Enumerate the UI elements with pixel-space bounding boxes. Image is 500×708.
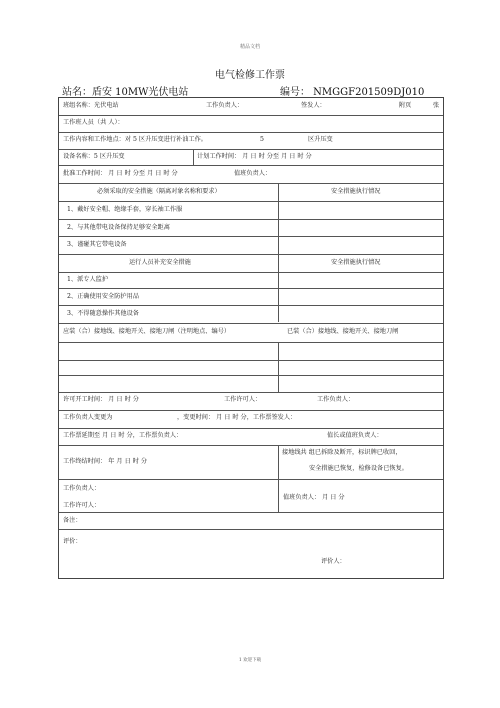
permitter-label: 工作许可人：: [224, 396, 262, 403]
page-footer: 1 欢迎下载: [238, 658, 262, 663]
planned-work-time: 计划工作时间： 月 日 时 分至 月 日 时 分: [197, 153, 312, 160]
supplement-header-right: 安全措施执行情况: [331, 259, 381, 266]
end-note-restored: 安全措施已恢复，检修设备已恢复。: [309, 465, 408, 472]
row-divider: [59, 375, 443, 376]
area-suffix: 区升压变: [308, 136, 333, 143]
approved-work-time: 批准工作时间： 月 日 时 分至 月 日 时 分: [63, 170, 178, 177]
end-leader-label: 工作负责人：: [63, 485, 101, 492]
work-ticket-form: [58, 97, 444, 579]
grounding-installed: 已装（合）接地线、接地开关、接地刀闸: [287, 328, 399, 335]
ticket-number: 编号： NMGGF201509DJ010: [280, 87, 425, 98]
row-divider: [59, 272, 443, 273]
station-info-line: [62, 83, 452, 97]
row-divider: [59, 201, 443, 202]
area-number: 5: [260, 136, 264, 143]
extension-label: 工作票延期至 月 日 时 分，工作票负责人：: [63, 432, 183, 439]
document-title: 电气检修工作票: [215, 70, 285, 81]
leader-change-label: 工作负责人变更为: [63, 414, 113, 421]
col-divider: [278, 183, 279, 322]
attached-pages-label: 附页: [399, 102, 412, 109]
safety-item: 2、与其他带电设备保持足够安全距离: [67, 224, 170, 231]
supplement-item: 3、不得随意操作其他设备: [67, 310, 139, 317]
row-divider: [59, 445, 443, 446]
work-leader-label: 工作负责人：: [206, 102, 244, 109]
end-permitter-label: 工作许可人：: [63, 502, 101, 509]
row-divider: [59, 479, 443, 480]
end-duty-label: 值班负责人： 月 日 分: [283, 494, 345, 501]
row-divider: [59, 342, 443, 343]
supplement-item: 2、正确使用安全防护用品: [67, 293, 139, 300]
supplement-item: 1、派专人监护: [67, 276, 109, 283]
row-divider: [59, 219, 443, 220]
row-divider: [59, 132, 443, 133]
row-divider: [59, 115, 443, 116]
row-divider: [59, 360, 443, 361]
remarks-label: 备注：: [63, 517, 82, 524]
row-divider: [59, 183, 443, 184]
row-divider: [59, 529, 443, 530]
permit-leader-label: 工作负责人：: [317, 396, 355, 403]
permit-start-time: 许可开工时间： 月 日 时 分: [63, 396, 139, 403]
duty-leader-label: 值班负责人：: [234, 170, 272, 177]
row-divider: [59, 323, 443, 324]
change-time: ，变更时间： 月 日 时 分，工作票签发人：: [177, 414, 297, 421]
row-divider: [59, 165, 443, 166]
row-divider: [59, 288, 443, 289]
sheets-label: 张: [433, 102, 440, 109]
device-name: 设备名称：5 区升压变: [63, 153, 125, 160]
row-divider: [59, 428, 443, 429]
col-divider: [278, 342, 279, 393]
evaluator-label: 评价人：: [321, 558, 346, 565]
grounding-required: 应装（合）接地线、接地开关、接地刀闸（注明地点、编号）: [63, 328, 231, 335]
row-divider: [59, 392, 443, 393]
row-divider: [59, 149, 443, 150]
crew-members-label: 工作班人员（共 人）：: [63, 119, 124, 126]
header-note: 精品文档: [239, 44, 260, 50]
safety-header-left: 必须采取的安全措施（隔离对象名称和要求）: [97, 188, 221, 195]
row-divider: [59, 254, 443, 255]
row-divider: [59, 236, 443, 237]
safety-header-right: 安全措施执行情况: [331, 188, 381, 195]
safety-item: 3、谨碰其它带电设备: [67, 241, 127, 248]
row-divider: [59, 410, 443, 411]
evaluation-label: 评价：: [63, 538, 82, 545]
work-content: 工作内容和工作地点：对 5 区升压变进行补油工作。: [63, 136, 207, 143]
station-name: 站名：盾安 10MW光伏电站: [62, 87, 189, 98]
supplement-header-left: 运行人员补充安全措施: [129, 259, 191, 266]
safety-item: 1、戴好安全帽、绝缘手套，穿长袖工作服: [67, 206, 183, 213]
work-end-time: 工作终结时间： 年 月 日 时 分: [63, 458, 148, 465]
issuer-label: 签发人：: [301, 102, 326, 109]
col-divider: [278, 445, 279, 512]
col-divider: [193, 149, 194, 165]
team-name: 班组名称：光伏电站: [63, 102, 119, 109]
end-note-grounding: 接地线共 组已拆除及断开，标识牌已收回，: [282, 449, 402, 456]
row-divider: [59, 305, 443, 306]
row-divider: [59, 512, 443, 513]
extension-duty-label: 值长或值班负责人：: [327, 432, 383, 439]
